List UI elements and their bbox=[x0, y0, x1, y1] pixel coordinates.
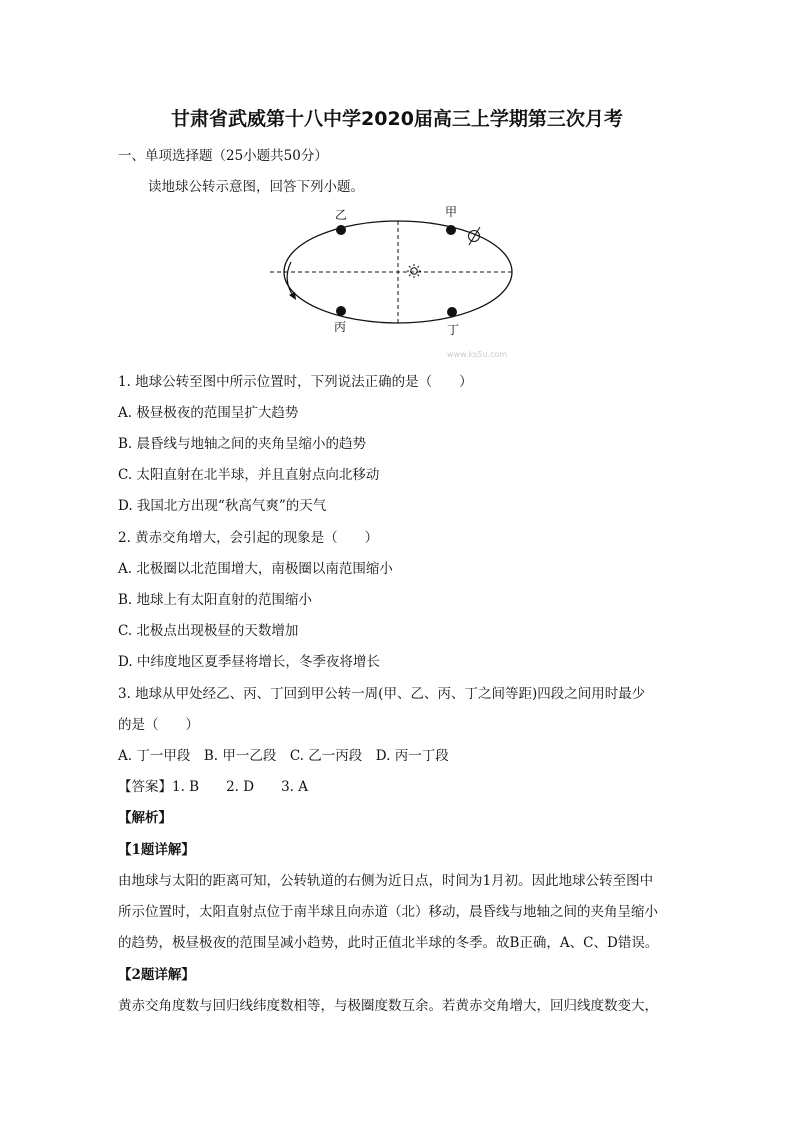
question-3-stem: 3. 地球从甲处经乙、丙、丁回到甲公转一周(甲、乙、丙、丁之间等距)四段之间用时最少 bbox=[118, 686, 646, 702]
q1-analysis-line: 由地球与太阳的距离可知，公转轨道的右侧为近日点，时间为1月初。因此地球公转至图中 bbox=[118, 873, 654, 889]
sun-icon bbox=[407, 264, 421, 278]
question-2-option-c: C. 北极点出现极昼的天数增加 bbox=[118, 623, 299, 639]
revolution-direction-arrow bbox=[287, 262, 296, 300]
question-1-option-a: A. 极昼极夜的范围呈扩大趋势 bbox=[118, 405, 299, 421]
question-2-stem: 2. 黄赤交角增大，会引起的现象是（ ） bbox=[118, 530, 379, 546]
earth-position-jia bbox=[446, 225, 456, 235]
document-title: 甘肃省武威第十八中学2020届高三上学期第三次月考 bbox=[171, 108, 623, 130]
q1-analysis-line: 所示位置时，太阳直射点位于南半球且向赤道（北）移动，晨昏线与地轴之间的夹角呈缩小 bbox=[118, 904, 658, 920]
question-1-option-c: C. 太阳直射在北半球，并且直射点向北移动 bbox=[118, 467, 380, 483]
earth-position-yi bbox=[336, 225, 346, 235]
q2-analysis-line: 黄赤交角度数与回归线纬度数相等，与极圈度数互余。若黄赤交角增大，回归线度数变大， bbox=[118, 998, 658, 1014]
question-2-option-b: B. 地球上有太阳直射的范围缩小 bbox=[118, 592, 313, 608]
label-bing: 丙 bbox=[334, 320, 347, 334]
question-1-stem: 1. 地球公转至图中所示位置时，下列说法正确的是（ ） bbox=[118, 374, 473, 390]
label-yi: 乙 bbox=[335, 208, 348, 222]
earth-position-ding bbox=[447, 307, 457, 317]
question-1-option-b: B. 晨昏线与地轴之间的夹角呈缩小的趋势 bbox=[118, 436, 367, 452]
intro-text: 读地球公转示意图，回答下列小题。 bbox=[148, 179, 364, 195]
q2-analysis-heading: 【2题详解】 bbox=[118, 967, 195, 983]
label-ding: 丁 bbox=[447, 323, 460, 337]
q1-analysis-heading: 【1题详解】 bbox=[118, 842, 195, 858]
question-3-options: A. 丁一甲段 B. 甲一乙段 C. 乙一丙段 D. 丙一丁段 bbox=[118, 748, 449, 764]
question-1-option-d: D. 我国北方出现“秋高气爽”的天气 bbox=[118, 498, 327, 514]
analysis-heading: 【解析】 bbox=[118, 810, 172, 826]
q1-analysis-line: 的趋势，极昼极夜的范围呈减小趋势，此时正值北半球的冬季。故B正确，A、C、D错误。 bbox=[118, 935, 659, 951]
label-jia: 甲 bbox=[445, 205, 458, 219]
answer-line: 【答案】1. B 2. D 3. A bbox=[118, 779, 309, 795]
question-3-stem-continued: 的是（ ） bbox=[118, 717, 199, 733]
question-2-option-d: D. 中纬度地区夏季昼将增长，冬季夜将增长 bbox=[118, 654, 380, 670]
question-2-option-a: A. 北极圈以北范围增大，南极圈以南范围缩小 bbox=[118, 561, 393, 577]
section-heading: 一、单项选择题（25小题共50分） bbox=[118, 148, 328, 164]
watermark: www.ks5u.com bbox=[447, 350, 508, 359]
earth-position-bing bbox=[336, 306, 346, 316]
